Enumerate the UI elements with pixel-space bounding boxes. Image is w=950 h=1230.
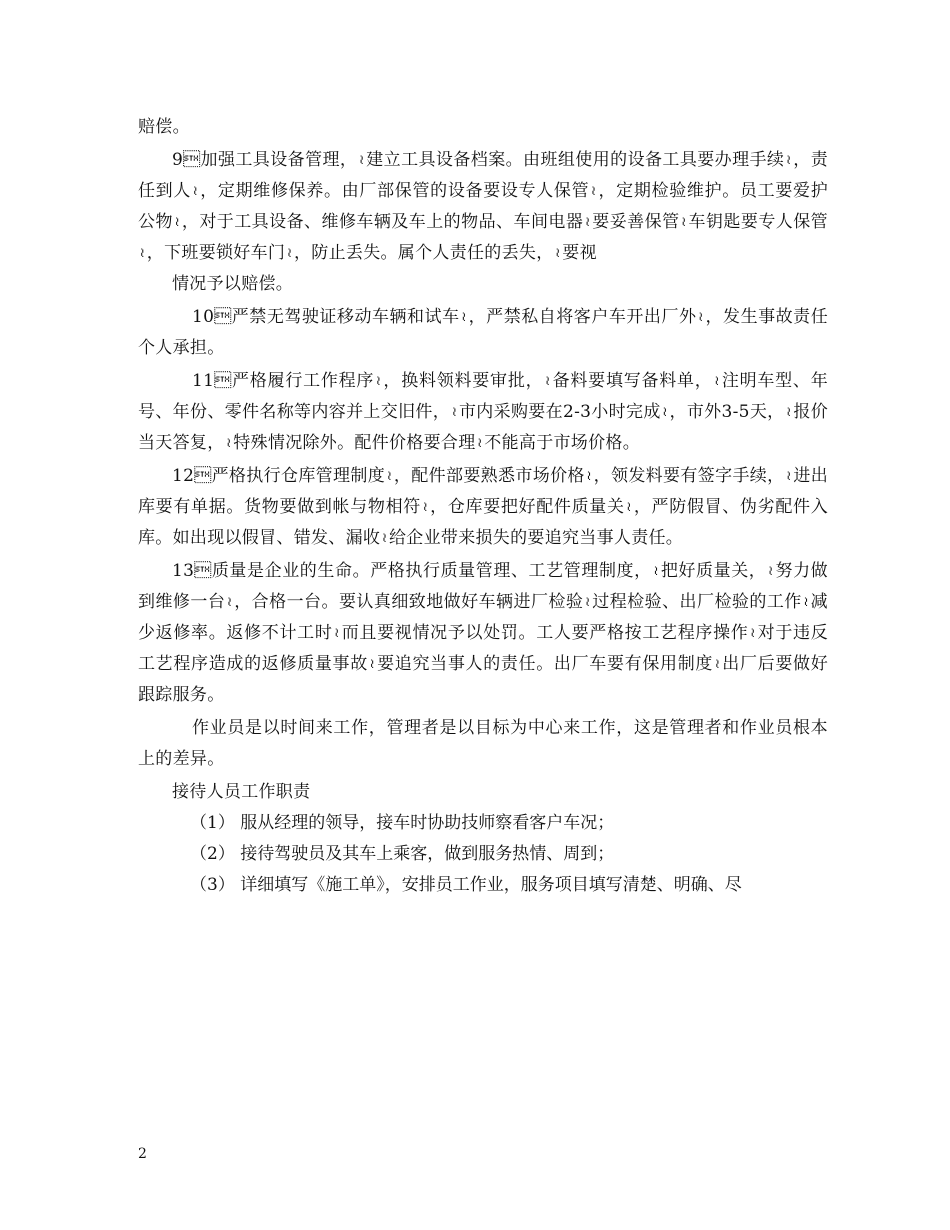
list-item-1: （1） 服从经理的领导，接车时协助技师察看客户车况；	[190, 813, 615, 833]
paragraph-item-9-continuation: 情况予以赔偿。	[172, 274, 294, 294]
paragraph-item-9: 9加强工具设备管理，≀建立工具设备档案。由班组使用的设备工具要办理手续≀，责任到人≀，定期维修保养。由厂部保管的设备要设专人保管≀，定期检验维护。员工要爱护公物≀，对于工具设备、维修车辆及车上的物品、车间电器≀要妥善保管≀车钥匙要专人保管≀，下班要锁好车门≀，防止丢失。属个人责任的丢失，≀要视	[138, 150, 828, 263]
document-body	[138, 112, 828, 901]
paragraph-item-13: 13质量是企业的生命。严格执行质量管理、工艺管理制度，≀把好质量关，≀努力做到维修一台≀，合格一台。要认真细致地做好车辆进厂检验≀过程检验、出厂检验的工作≀减少返修率。返修不计工时≀而且要视情况予以处罚。工人要严格按工艺程序操作≀对于违反工艺程序造成的返修质量事故≀要追究当事人的责任。出厂车要有保用制度≀出厂后要做好跟踪服务。	[138, 561, 828, 705]
section-heading-reception-duties: 接待人员工作职责	[172, 782, 311, 802]
paragraph-manager-note: 作业员是以时间来工作，管理者是以目标为中心来工作，这是管理者和作业员根本上的差异。	[138, 718, 828, 769]
paragraph-item-11: 11严格履行工作程序≀，换料领料要审批，≀备料要填写备料单，≀注明车型、年号、年份、零件名称等内容并上交旧件，≀市内采购要在2-3小时完成≀，市外3-5天，≀报价当天答复，≀特殊情况除外。配件价格要合理≀不能高于市场价格。	[138, 371, 828, 453]
list-item-2: （2） 接待驾驶员及其车上乘客，做到服务热情、周到；	[190, 844, 615, 864]
paragraph-continuation: 赔偿。	[138, 117, 190, 137]
paragraph-item-10: 10严禁无驾驶证移动车辆和试车≀，严禁私自将客户车开出厂外≀，发生事故责任个人承担。	[138, 307, 828, 358]
paragraph-item-12: 12严格执行仓库管理制度≀，配件部要熟悉市场价格≀，领发料要有签字手续，≀进出库要有单据。货物要做到帐与物相符≀，仓库要把好配件质量关≀，严防假冒、伪劣配件入库。如出现以假冒、错发、漏收≀给企业带来损失的要追究当事人责任。	[138, 466, 828, 548]
page-number: 2	[138, 1146, 147, 1162]
list-item-3: （3） 详细填写《施工单》，安排员工作业，服务项目填写清楚、明确、尽	[190, 875, 742, 895]
